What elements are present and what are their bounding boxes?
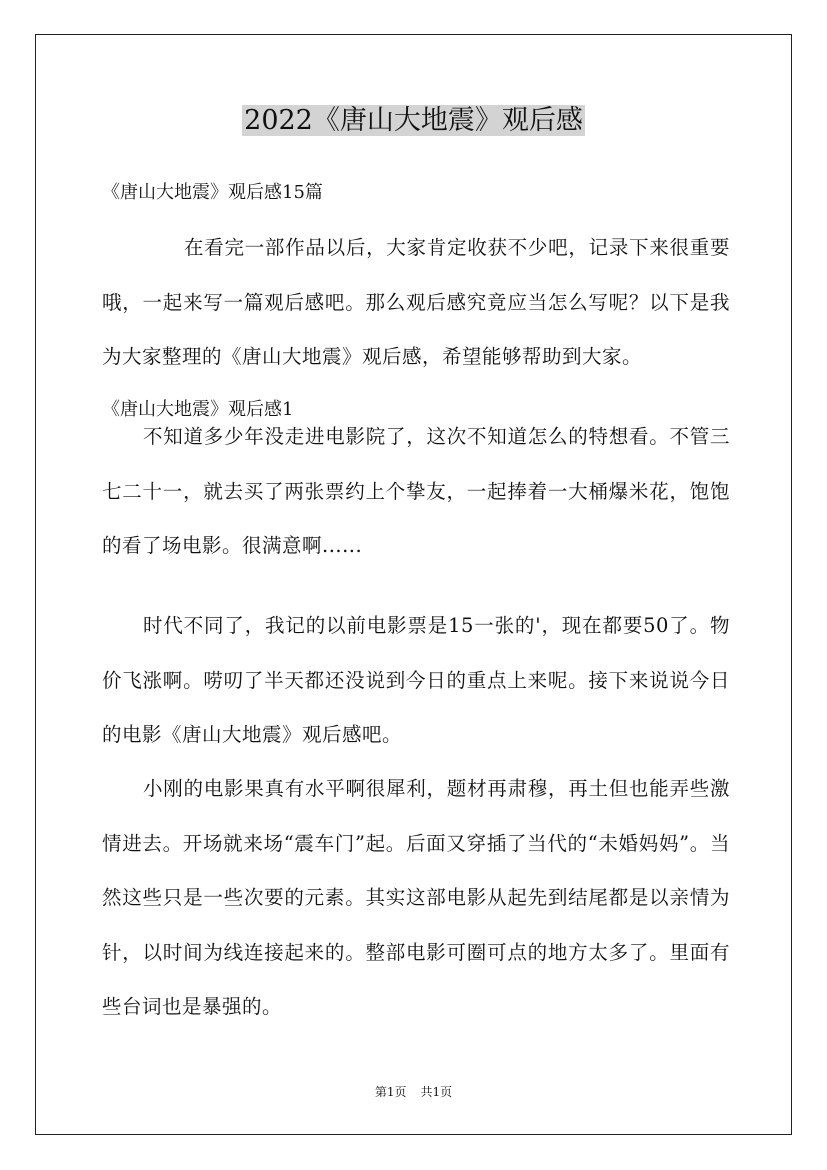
body-paragraph-3: 小刚的电影果真有水平啊很犀利，题材再肃穆，再土但也能弄些激情进去。开场就来场“震车门”起。后面又穿插了当代的“未婚妈妈”。当然这些只是一些次要的元素。其实这部电影从起先到结尾都是以亲情为针，以时间为线连接起来的。整部电影可圈可点的地方太多了。里面有些台词也是暴强的。 [102, 777, 730, 1018]
document-title [0, 101, 827, 141]
page-number: 第1页 [374, 1085, 407, 1099]
document-subtitle: 《唐山大地震》观后感15篇 [102, 182, 323, 203]
section-heading: 《唐山大地震》观后感1 [102, 399, 294, 420]
page-total: 共1页 [420, 1085, 453, 1099]
intro-paragraph: 在看完一部作品以后，大家肯定收获不少吧，记录下来很重要哦，一起来写一篇观后感吧。那么观后感究竟应当怎么写呢？以下是我为大家整理的《唐山大地震》观后感，希望能够帮助到大家。 [102, 236, 730, 368]
body-paragraph-1: 不知道多少年没走进电影院了，这次不知道怎么的特想看。不管三七二十一，就去买了两张票约上个挚友，一起捧着一大桶爆米花，饱饱的看了场电影。很满意啊...... [102, 425, 730, 557]
body-paragraph-2: 时代不同了，我记的以前电影票是15一张的'，现在都要50了。物价飞涨啊。唠叨了半天都还没说到今日的重点上来呢。接下来说说今日的电影《唐山大地震》观后感吧。 [102, 614, 730, 746]
document-title-text: 2022《唐山大地震》观后感 [244, 105, 583, 136]
page-footer [0, 1083, 827, 1101]
